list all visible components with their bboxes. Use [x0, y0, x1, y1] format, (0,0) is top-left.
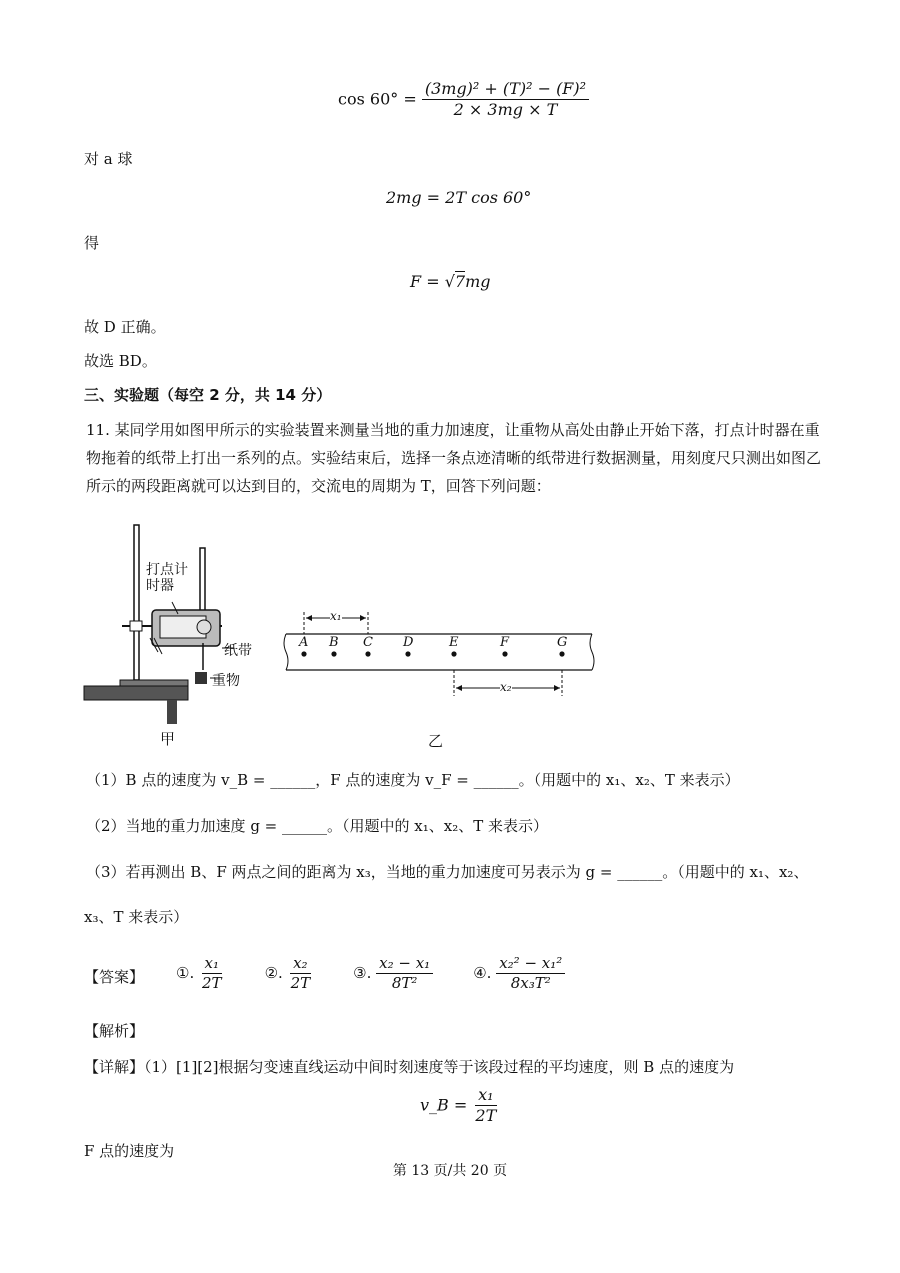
tape-dot-D	[405, 651, 410, 656]
answer-1: ①. $\frac{\text{x₁}}{2T}$	[176, 954, 222, 993]
text-line-f: F 点的速度为	[84, 1142, 175, 1160]
timer-coil	[197, 620, 211, 634]
tape-dot-B	[331, 651, 336, 656]
tape-label-B: B	[329, 635, 339, 650]
page-footer: 第 13 页/共 20 页	[392, 1163, 508, 1179]
text-line-a: 对 a 球	[84, 150, 133, 168]
tape-label-E: E	[449, 635, 459, 650]
tape-dot-G	[559, 651, 564, 656]
figure-jia	[82, 520, 272, 750]
conclusion-1: 故 D 正确。	[84, 318, 166, 336]
equation-vb: v_B = $\frac{\text{x₁}}{2T}$	[420, 1085, 497, 1126]
eq1-denominator: 2 × 3mg × T	[453, 100, 558, 120]
label-tape: 纸带	[224, 643, 252, 659]
eq1-numerator: (3mg)² + (T)² − (F)²	[422, 80, 589, 100]
section-title: 三、实验题（每空 2 分，共 14 分）	[84, 386, 332, 404]
label-x2: x₂	[500, 680, 512, 694]
question-11: 11. 某同学用如图甲所示的实验装置来测量当地的重力加速度，让重物从高处由静止开始下落，打点计时器在重物拖着的纸带上打出一系列的点。实验结束后，选择一条点迹清晰的纸带进行数据测量，用刻度尺只测出如图乙所示的两段距离就可以达到目的，交流电的周期为 T，回答下列问题：	[86, 421, 822, 495]
weight-block	[195, 672, 207, 684]
tape-label-G: G	[557, 635, 568, 650]
subquestion-3b: x₃、T 来表示）	[84, 908, 189, 926]
tape-label-F: F	[500, 635, 510, 650]
tape-dot-C	[365, 651, 370, 656]
label-timer: 打点计 时器	[146, 562, 188, 594]
conclusion-2: 故选 BD。	[84, 352, 157, 370]
table-leg	[167, 700, 177, 724]
subquestion-2: （2）当地的重力加速度 g = ______。（用题中的 x₁、x₂、T 来表示）	[86, 817, 549, 835]
subquestion-3a: （3）若再测出 B、F 两点之间的距离为 x₃，当地的重力加速度可另表示为 g = ______。（用题中的 x₁、x₂、	[86, 863, 809, 881]
equation-2mg: 2mg = 2T cos 60°	[386, 188, 532, 207]
clamp-knob	[130, 621, 142, 631]
tape-dot-F	[502, 651, 507, 656]
caption-jia: 甲	[160, 730, 176, 748]
tape-dots	[301, 651, 564, 656]
caption-yi: 乙	[428, 732, 444, 750]
tape-dot-E	[451, 651, 456, 656]
answer-4: ④. $\frac{\text{x₂² − x₁²}}{\text{8x₃T²}}$	[473, 955, 565, 993]
tape-label-C: C	[363, 635, 373, 650]
table-top	[84, 686, 188, 700]
equation-F: F = √7mg	[410, 272, 491, 291]
label-weight: 重物	[212, 673, 240, 689]
analysis-label: 【解析】	[84, 1022, 145, 1040]
label-x1: x₁	[330, 609, 342, 623]
tape-label-D: D	[403, 635, 414, 650]
answer-3: ③. $\frac{\text{x₂ − x₁}}{\text{8T²}}$	[353, 955, 433, 993]
stand-rod	[134, 525, 139, 680]
subquestion-1: （1）B 点的速度为 v_B = ______，F 点的速度为 v_F = ______。（用题中的 x₁、x₂、T 来表示）	[86, 771, 740, 789]
answer-label: 【答案】	[84, 968, 145, 986]
tape-dot-A	[301, 651, 306, 656]
detail-text: 【详解】（1）[1][2]根据匀变速直线运动中间时刻速度等于该段过程的平均速度，则 B 点的速度为	[84, 1058, 735, 1076]
tape-left-break	[284, 634, 288, 670]
text-line-de: 得	[84, 234, 100, 252]
equation-cos60: cos 60° = $\frac{\text{(3mg)² + (T)² − (F)²}}{2 \times 3mg \times T}$	[338, 80, 589, 120]
answer-list	[176, 955, 565, 993]
answer-2: ②. $\frac{\text{x₂}}{2T}$	[264, 954, 311, 993]
tape-label-A: A	[299, 635, 309, 650]
tape-right-break	[590, 634, 594, 670]
